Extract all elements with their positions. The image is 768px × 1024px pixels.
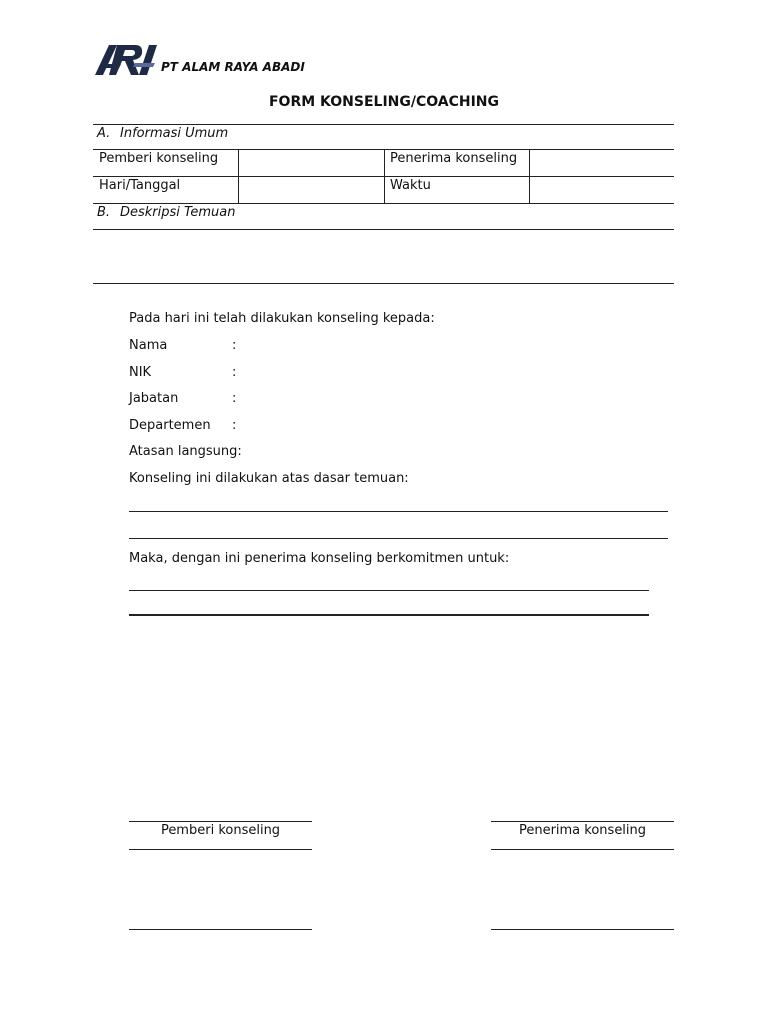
commitment-text: Maka, dengan ini penerima konseling berkomitmen untuk:: [129, 551, 510, 566]
basis-text: Konseling ini dilakukan atas dasar temuan:: [129, 471, 409, 486]
signature-label-pemberi: Pemberi konseling: [160, 823, 281, 838]
field-label-nama: Nama: [129, 338, 168, 353]
signature-line-right-mid: [491, 849, 674, 850]
signature-line-left-top: [129, 821, 312, 822]
basis-answer-line: [129, 511, 668, 512]
label-hari-tanggal: Hari/Tanggal: [99, 178, 181, 193]
signature-line-right-bottom: [491, 929, 674, 930]
label-pemberi-konseling: Pemberi konseling: [99, 151, 219, 166]
field-colon: :: [232, 391, 237, 406]
section-a-marker: A.: [97, 126, 111, 141]
label-penerima-konseling: Penerima konseling: [390, 151, 518, 166]
company-logo-icon: [95, 44, 157, 76]
intro-text: Pada hari ini telah dilakukan konseling kepada:: [129, 311, 435, 326]
field-label-nik: NIK: [129, 365, 152, 380]
signature-label-penerima: Penerima konseling: [518, 823, 647, 838]
field-label-jabatan: Jabatan: [129, 391, 179, 406]
commitment-answer-line: [129, 590, 649, 591]
signature-line-left-mid: [129, 849, 312, 850]
signature-line-right-top: [491, 821, 674, 822]
table-col-rule: [529, 149, 530, 203]
label-waktu: Waktu: [390, 178, 431, 193]
commitment-answer-line: [129, 614, 649, 616]
section-b-marker: B.: [97, 205, 111, 220]
signature-line-left-bottom: [129, 929, 312, 930]
section-b-bottom-rule: [93, 283, 674, 284]
field-colon: :: [232, 418, 237, 433]
table-row-rule: [93, 203, 674, 204]
section-a-heading: Informasi Umum: [120, 126, 229, 141]
section-b-rule: [93, 229, 674, 230]
field-label-departemen: Departemen: [129, 418, 211, 433]
section-b-heading: Deskripsi Temuan: [120, 205, 236, 220]
company-name: PT ALAM RAYA ABADI: [161, 60, 305, 74]
atasan-langsung-label: Atasan langsung:: [129, 444, 242, 459]
form-title: FORM KONSELING/COACHING: [268, 94, 500, 110]
table-top-rule: [93, 124, 674, 125]
basis-answer-line: [129, 538, 668, 539]
table-col-rule: [238, 149, 239, 203]
table-col-rule: [384, 149, 385, 203]
field-colon: :: [232, 365, 237, 380]
field-colon: :: [232, 338, 237, 353]
